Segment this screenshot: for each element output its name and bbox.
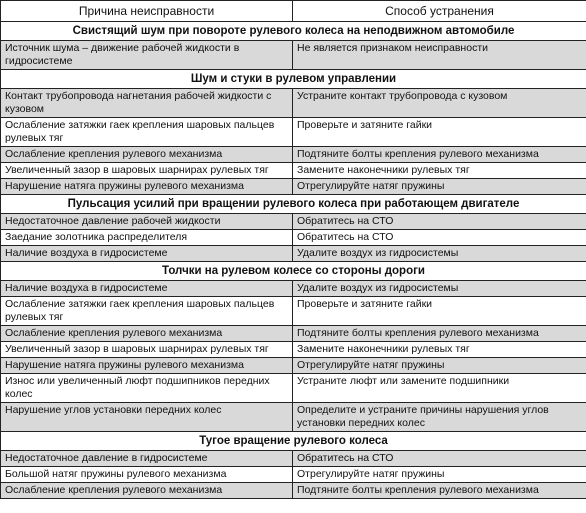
cause-cell: Ослабление затяжки гаек крепления шаровых пальцев рулевых тяг [1, 118, 293, 147]
table-row [1, 451, 586, 467]
cause-cell: Нарушение углов установки передних колес [1, 403, 293, 432]
section-title: Свистящий шум при повороте рулевого колеса на неподвижном автомобиле [1, 22, 586, 41]
section-row [1, 432, 586, 451]
remedy-cell: Подтяните болты крепления рулевого механизма [293, 326, 586, 342]
table-row [1, 358, 586, 374]
table-body [1, 22, 586, 499]
table-row [1, 163, 586, 179]
remedy-cell: Замените наконечники рулевых тяг [293, 163, 586, 179]
section-row [1, 22, 586, 41]
table-row [1, 118, 586, 147]
table-header-row [1, 1, 586, 22]
remedy-cell: Подтяните болты крепления рулевого механизма [293, 483, 586, 499]
cause-cell: Заедание золотника распределителя [1, 230, 293, 246]
remedy-cell: Отрегулируйте натяг пружины [293, 358, 586, 374]
cause-cell: Ослабление затяжки гаек крепления шаровых пальцев рулевых тяг [1, 297, 293, 326]
table-row [1, 374, 586, 403]
remedy-cell: Обратитесь на СТО [293, 451, 586, 467]
column-header-cause: Причина неисправности [1, 1, 293, 22]
remedy-cell: Обратитесь на СТО [293, 230, 586, 246]
table-row [1, 467, 586, 483]
section-title: Пульсация усилий при вращении рулевого колеса при работающем двигателе [1, 195, 586, 214]
table-row [1, 230, 586, 246]
cause-cell: Ослабление крепления рулевого механизма [1, 483, 293, 499]
remedy-cell: Устраните контакт трубопровода с кузовом [293, 89, 586, 118]
cause-cell: Увеличенный зазор в шаровых шарнирах рулевых тяг [1, 163, 293, 179]
table-row [1, 342, 586, 358]
column-header-remedy: Способ устранения [293, 1, 586, 22]
cause-cell: Нарушение натяга пружины рулевого механизма [1, 179, 293, 195]
remedy-cell: Проверьте и затяните гайки [293, 118, 586, 147]
remedy-cell: Определите и устраните причины нарушения углов установки передних колес [293, 403, 586, 432]
cause-cell: Нарушение натяга пружины рулевого механизма [1, 358, 293, 374]
section-title: Шум и стуки в рулевом управлении [1, 70, 586, 89]
table-row [1, 483, 586, 499]
cause-cell: Недостаточное давление рабочей жидкости [1, 214, 293, 230]
remedy-cell: Отрегулируйте натяг пружины [293, 467, 586, 483]
table-row [1, 326, 586, 342]
cause-cell: Недостаточное давление в гидросистеме [1, 451, 293, 467]
table-row [1, 179, 586, 195]
table-row [1, 41, 586, 70]
cause-cell: Увеличенный зазор в шаровых шарнирах рулевых тяг [1, 342, 293, 358]
remedy-cell: Устраните люфт или замените подшипники [293, 374, 586, 403]
remedy-cell: Удалите воздух из гидросистемы [293, 281, 586, 297]
remedy-cell: Проверьте и затяните гайки [293, 297, 586, 326]
cause-cell: Большой натяг пружины рулевого механизма [1, 467, 293, 483]
cause-cell: Ослабление крепления рулевого механизма [1, 147, 293, 163]
remedy-cell: Замените наконечники рулевых тяг [293, 342, 586, 358]
section-title: Тугое вращение рулевого колеса [1, 432, 586, 451]
remedy-cell: Не является признаком неисправности [293, 41, 586, 70]
section-row [1, 262, 586, 281]
remedy-cell: Подтяните болты крепления рулевого механизма [293, 147, 586, 163]
remedy-cell: Отрегулируйте натяг пружины [293, 179, 586, 195]
table-row [1, 281, 586, 297]
section-row [1, 70, 586, 89]
table-row [1, 403, 586, 432]
cause-cell: Источник шума – движение рабочей жидкости в гидросистеме [1, 41, 293, 70]
cause-cell: Наличие воздуха в гидросистеме [1, 281, 293, 297]
cause-cell: Контакт трубопровода нагнетания рабочей жидкости с кузовом [1, 89, 293, 118]
table-row [1, 214, 586, 230]
table-row [1, 89, 586, 118]
remedy-cell: Обратитесь на СТО [293, 214, 586, 230]
section-title: Толчки на рулевом колесе со стороны дороги [1, 262, 586, 281]
cause-cell: Ослабление крепления рулевого механизма [1, 326, 293, 342]
table-row [1, 297, 586, 326]
remedy-cell: Удалите воздух из гидросистемы [293, 246, 586, 262]
cause-cell: Износ или увеличенный люфт подшипников передних колес [1, 374, 293, 403]
section-row [1, 195, 586, 214]
table-row [1, 246, 586, 262]
cause-cell: Наличие воздуха в гидросистеме [1, 246, 293, 262]
table-row [1, 147, 586, 163]
